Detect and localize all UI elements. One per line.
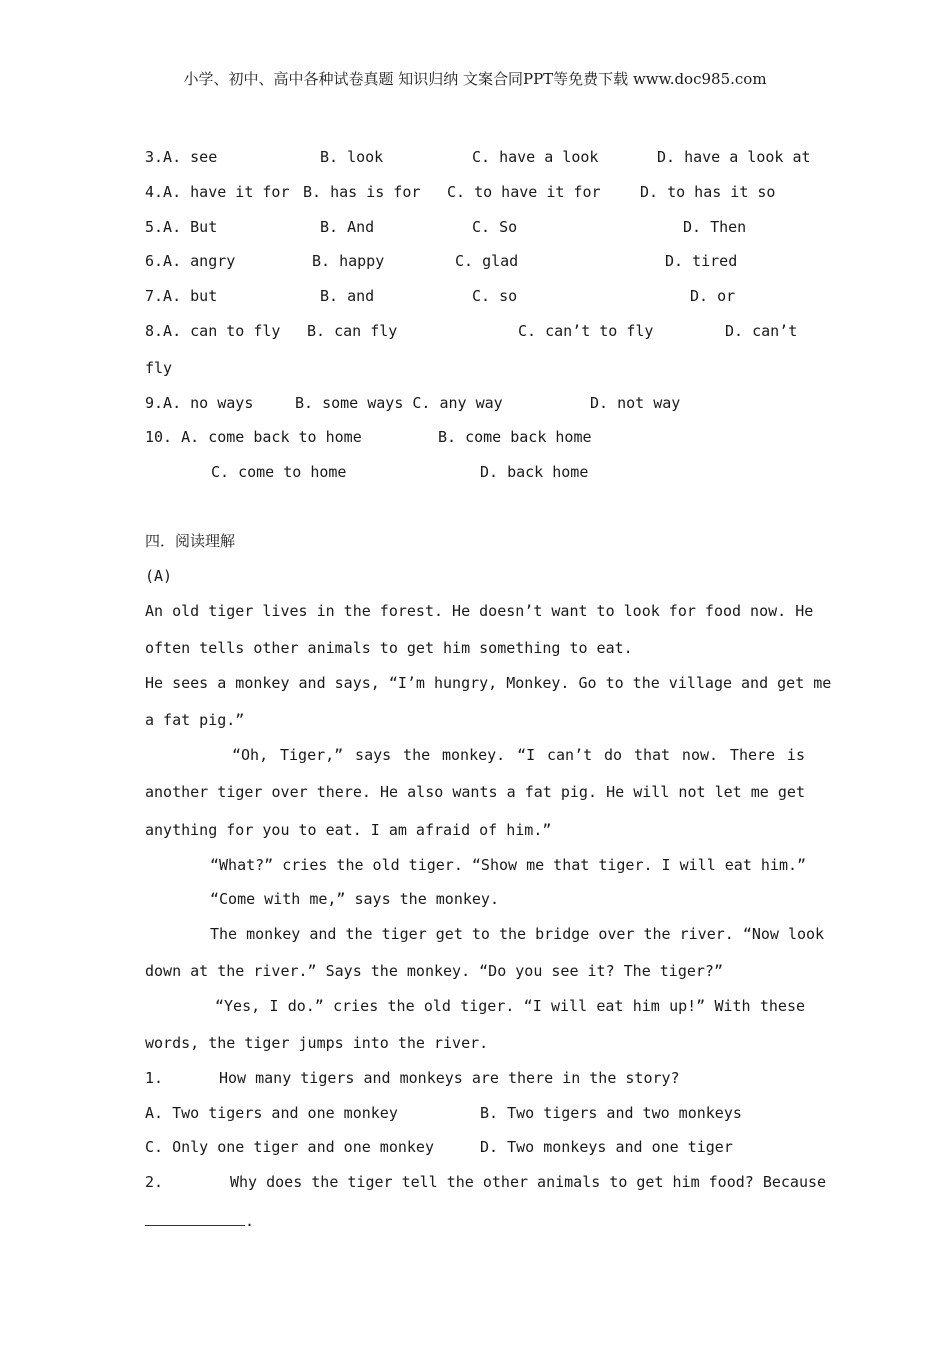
option-8b: B. can fly: [307, 322, 398, 340]
story-line: An old tiger lives in the forest. He doesn’t want to look for food now. He: [145, 602, 814, 620]
option-6c: C. glad: [455, 252, 519, 270]
answer-option: B. Two tigers and two monkeys: [480, 1104, 742, 1122]
option-8d-wrap: fly: [145, 359, 173, 377]
question-text: How many tigers and monkeys are there in the story?: [219, 1069, 680, 1087]
story-line: another tiger over there. He also wants a fat pig. He will not let me get: [145, 783, 805, 801]
answer-option: D. Two monkeys and one tiger: [480, 1138, 733, 1156]
option-5c: C. So: [472, 218, 518, 236]
question-number: 2.: [145, 1173, 164, 1191]
story-line: down at the river.” Says the monkey. “Do you see it? The tiger?”: [145, 962, 723, 980]
story-line: a fat pig.”: [145, 711, 245, 729]
option-7a: 7.A. but: [145, 287, 218, 305]
option-9bc: B. some ways C. any way: [295, 394, 503, 412]
option-10a: 10. A. come back to home: [145, 428, 362, 446]
option-6d: D. tired: [665, 252, 738, 270]
option-3b: B. look: [320, 148, 384, 166]
story-line: “Oh, Tiger,” says the monkey. “I can’t do that now. There is: [232, 746, 805, 764]
blank-period: .: [245, 1212, 255, 1230]
page-header: 小学、初中、高中各种试卷真题 知识归纳 文案合同PPT等免费下载 www.doc985.com: [183, 70, 767, 88]
story-line: The monkey and the tiger get to the bridge over the river. “Now look: [210, 925, 825, 943]
option-10c: C. come to home: [211, 463, 347, 481]
option-9a: 9.A. no ways: [145, 394, 254, 412]
answer-blank: [145, 1225, 245, 1226]
option-4b: B. has is for: [303, 183, 421, 201]
question-number: 1.: [145, 1069, 164, 1087]
option-5b: B. And: [320, 218, 375, 236]
story-line: He sees a monkey and says, “I’m hungry, Monkey. Go to the village and get me: [145, 674, 832, 692]
option-3a: 3.A. see: [145, 148, 218, 166]
story-line: words, the tiger jumps into the river.: [145, 1034, 489, 1052]
option-7b: B. and: [320, 287, 375, 305]
option-4d: D. to has it so: [640, 183, 776, 201]
option-5d: D. Then: [683, 218, 747, 236]
part-label: (A): [145, 567, 173, 585]
option-8d: D. can’t: [725, 322, 798, 340]
option-3d: D. have a look at: [657, 148, 811, 166]
option-9d: D. not way: [590, 394, 681, 412]
story-line: anything for you to eat. I am afraid of him.”: [145, 821, 552, 839]
option-5a: 5.A. But: [145, 218, 218, 236]
story-line: “What?” cries the old tiger. “Show me that tiger. I will eat him.”: [210, 856, 807, 874]
option-7c: C. so: [472, 287, 518, 305]
section-title: 四．阅读理解: [145, 532, 236, 550]
story-line: “Yes, I do.” cries the old tiger. “I will eat him up!” With these: [215, 997, 805, 1015]
option-8a: 8.A. can to fly: [145, 322, 281, 340]
story-line: often tells other animals to get him something to eat.: [145, 639, 633, 657]
story-line: “Come with me,” says the monkey.: [210, 890, 499, 908]
option-7d: D. or: [690, 287, 736, 305]
option-8c: C. can’t to fly: [518, 322, 654, 340]
answer-option: A. Two tigers and one monkey: [145, 1104, 398, 1122]
answer-option: C. Only one tiger and one monkey: [145, 1138, 434, 1156]
option-6b: B. happy: [312, 252, 385, 270]
option-10d: D. back home: [480, 463, 589, 481]
option-4c: C. to have it for: [447, 183, 601, 201]
question-text: Why does the tiger tell the other animals to get him food? Because: [230, 1173, 827, 1191]
option-6a: 6.A. angry: [145, 252, 236, 270]
option-3c: C. have a look: [472, 148, 599, 166]
option-10b: B. come back home: [438, 428, 592, 446]
option-4a: 4.A. have it for: [145, 183, 290, 201]
